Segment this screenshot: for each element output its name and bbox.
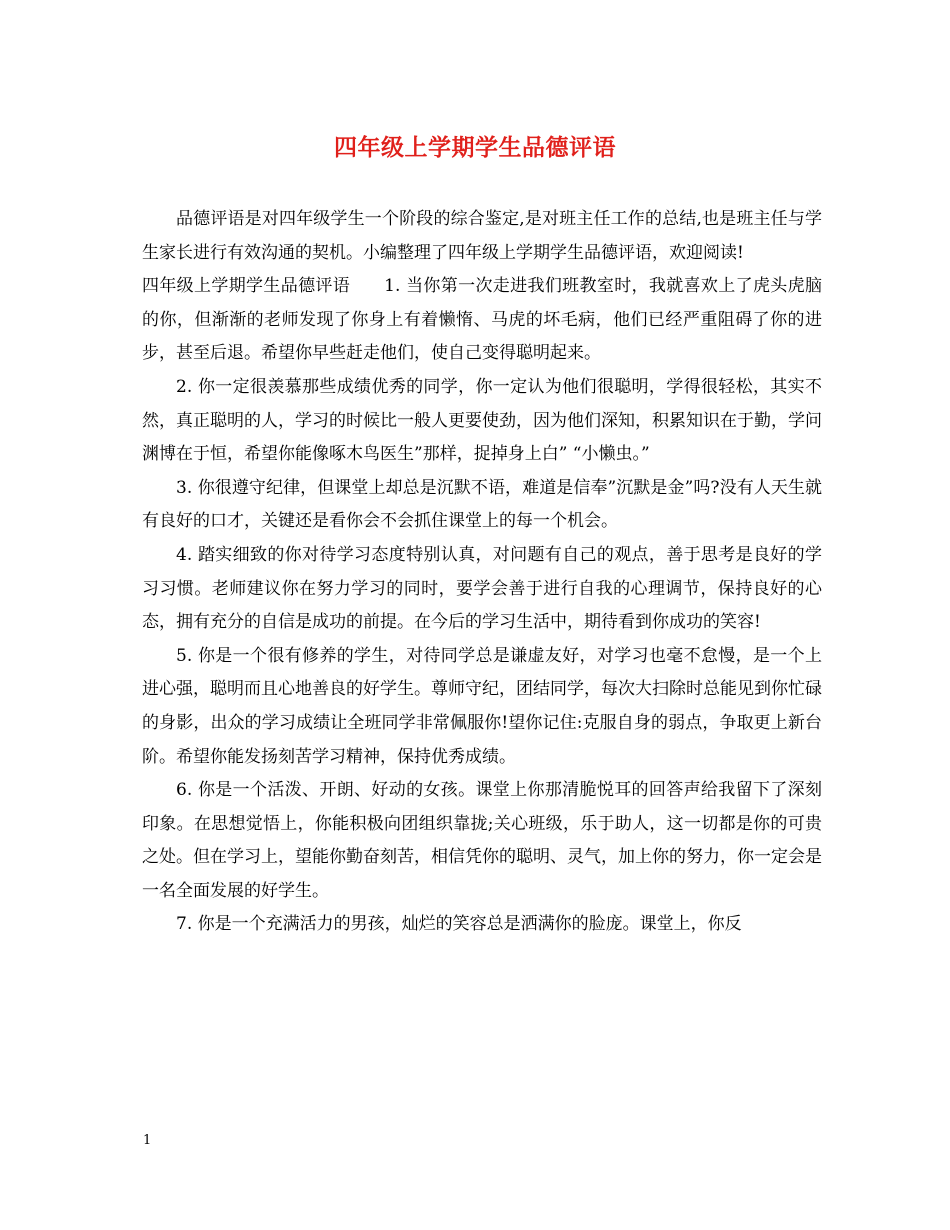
page-title: 四年级上学期学生品德评语 <box>334 134 616 161</box>
comment-item-2: 2. 你一定很羡慕那些成绩优秀的同学，你一定认为他们很聪明，学得很轻松，其实不然，真正聪明的人，学习的时候比一般人更要使劲，因为他们深知，积累知识在于勤，学问渊博在于恒，希望你能像啄木鸟医生”那样，捉掉身上白” “小懒虫。” <box>142 376 822 465</box>
comment-item-6: 6. 你是一个活泼、开朗、好动的女孩。课堂上你那清脆悦耳的回答声给我留下了深刻印象。在思想觉悟上，你能积极向团组织靠拢;关心班级，乐于助人，这一切都是你的可贵之处。但在学习上，望能你勤奋刻苦，相信凭你的聪明、灵气，加上你的努力，你一定会是一名全面发展的好学生。 <box>142 780 822 901</box>
section-first-paragraph <box>142 270 822 371</box>
comment-item-1: 1. 当你第一次走进我们班教室时，我就喜欢上了虎头虎脑的你，但渐渐的老师发现了你身上有着懒惰、马虎的坏毛病，他们已经严重阻碍了你的进步，甚至后退。希望你早些赶走他们，使自己变得聪明起来。 <box>142 276 822 364</box>
comment-item-3: 3. 你很遵守纪律，但课堂上却总是沉默不语，难道是信奉”沉默是金”吗?没有人天生就有良好的口才，关键还是看你会不会抓住课堂上的每一个机会。 <box>142 477 822 532</box>
section-heading: 四年级上学期学生品德评语 <box>142 276 351 297</box>
comment-item-7: 7. 你是一个充满活力的男孩，灿烂的笑容总是洒满你的脸庞。课堂上，你反 <box>176 914 742 935</box>
document-body <box>142 203 822 942</box>
intro-paragraph: 品德评语是对四年级学生一个阶段的综合鉴定,是对班主任工作的总结,也是班主任与学生家长进行有效沟通的契机。小编整理了四年级上学期学生品德评语，欢迎阅读! <box>142 209 822 263</box>
comment-item-5: 5. 你是一个很有修养的学生，对待同学总是谦虚友好，对学习也毫不怠慢，是一个上进心强，聪明而且心地善良的好学生。尊师守纪，团结同学，每次大扫除时总能见到你忙碌的身影，出众的学习成绩让全班同学非常佩服你!望你记住:克服自身的弱点，争取更上新台阶。希望你能发扬刻苦学习精神，保持优秀成绩。 <box>142 645 822 767</box>
page-number: 1 <box>143 1133 152 1148</box>
comment-item-4: 4. 踏实细致的你对待学习态度特别认真，对问题有自己的观点，善于思考是良好的学习习惯。老师建议你在努力学习的同时，要学会善于进行自我的心理调节，保持良好的心态，拥有充分的自信是成功的前提。在今后的学习生活中，期待看到你成功的笑容! <box>142 544 822 633</box>
